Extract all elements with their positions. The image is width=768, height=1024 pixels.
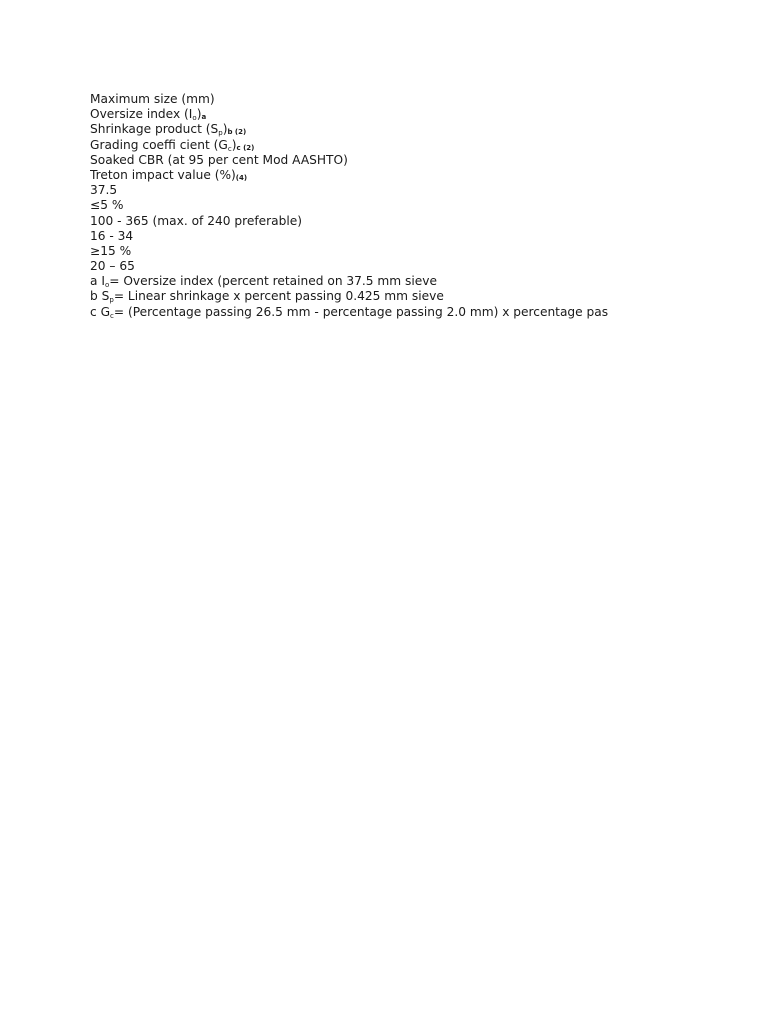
text-line-value-20-65 <box>90 259 750 274</box>
text-line-value-le-5 <box>90 198 750 213</box>
line-text: ≥15 % <box>90 243 132 258</box>
footnote-a <box>90 274 750 289</box>
line-text: ≤5 % <box>90 198 124 213</box>
text-line-value-37-5 <box>90 183 750 198</box>
subscript: c <box>227 144 232 153</box>
text-line-value-100-365 <box>90 214 750 229</box>
line-text-after: ) <box>231 137 237 152</box>
subscript: p <box>218 129 223 138</box>
footnote-marker: (4) <box>235 173 248 182</box>
line-text: c G <box>90 304 111 319</box>
line-text: Shrinkage product (S <box>90 122 219 137</box>
footnote-c <box>90 305 750 320</box>
line-text: Soaked CBR (at 95 per cent Mod AASHTO) <box>90 152 348 167</box>
line-text: Treton impact value (%) <box>90 167 236 182</box>
text-line-maximum-size <box>90 92 750 107</box>
text-line-value-16-34 <box>90 229 750 244</box>
document-text-block <box>90 92 750 320</box>
text-line-grading-coefficient <box>90 138 750 153</box>
line-text: Grading coeffi cient (G <box>90 137 228 152</box>
footnote-marker: b (2) <box>227 128 247 137</box>
footnote-marker: a <box>201 113 207 122</box>
line-text-after: = (Percentage passing 26.5 mm - percentage passing 2.0 mm) x percentage pas <box>113 304 609 319</box>
line-text-after: ) <box>222 122 228 137</box>
text-line-treton-impact <box>90 168 750 183</box>
line-text: 16 - 34 <box>90 228 134 243</box>
line-text: 37.5 <box>90 183 118 198</box>
line-text-after: = Oversize index (percent retained on 37.5 mm sieve <box>109 274 437 289</box>
footnote-marker: c (2) <box>236 143 255 152</box>
subscript: c <box>110 311 114 320</box>
line-text: 100 - 365 (max. of 240 preferable) <box>90 213 302 228</box>
text-line-oversize-index <box>90 107 750 122</box>
line-text-after: = Linear shrinkage x percent passing 0.425 mm sieve <box>113 289 444 304</box>
line-text-after: ) <box>196 107 202 122</box>
text-line-value-ge-15 <box>90 244 750 259</box>
text-line-shrinkage-product <box>90 122 750 137</box>
text-line-soaked-cbr <box>90 153 750 168</box>
line-text: Oversize index (I <box>90 107 193 122</box>
line-text: Maximum size (mm) <box>90 92 215 106</box>
subscript: o <box>192 114 197 123</box>
line-text: b S <box>90 289 110 304</box>
subscript: o <box>104 281 110 290</box>
subscript: p <box>109 296 114 305</box>
line-text: 20 – 65 <box>90 259 135 274</box>
footnote-b <box>90 289 750 304</box>
line-text: a I <box>90 274 105 289</box>
